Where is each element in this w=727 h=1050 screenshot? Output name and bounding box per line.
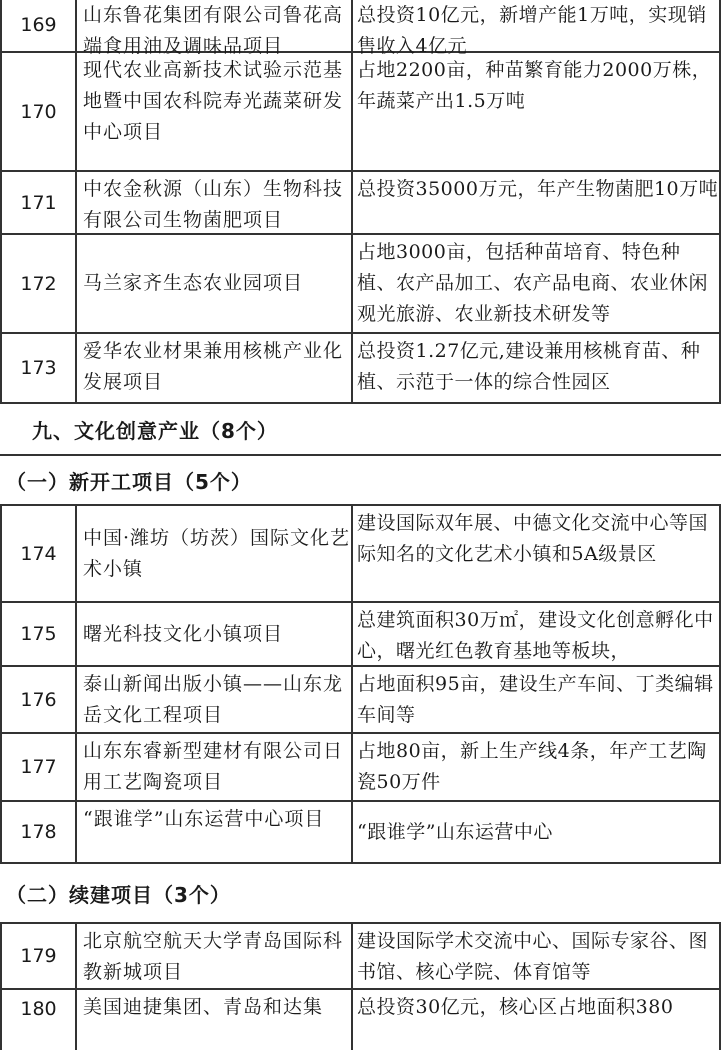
project-name: 美国迪捷集团、青岛和达集: [77, 990, 353, 1050]
project-name: 泰山新闻出版小镇——山东龙岳文化工程项目: [77, 667, 353, 732]
table-row: [0, 235, 721, 334]
table-row: [0, 802, 721, 864]
project-description: “跟谁学”山东运营中心: [353, 802, 721, 862]
project-description: 占地2200亩，种苗繁育能力2000万株，年蔬菜产出1.5万吨: [353, 53, 721, 170]
table-row: [0, 990, 721, 1050]
project-description: 占地3000亩，包括种苗培育、特色种植、农产品加工、农产品电商、农业休闲观光旅游、农业新技术研发等: [353, 235, 721, 332]
project-description: 总投资1.27亿元,建设兼用核桃育苗、种植、示范于一体的综合性园区: [353, 334, 721, 402]
row-number: 170: [0, 53, 77, 170]
subsection-heading: （一）新开工项目（5个）: [0, 456, 721, 506]
table-row: [0, 667, 721, 734]
table-row: [0, 334, 721, 404]
project-description: 总投资35000万元，年产生物菌肥10万吨: [353, 172, 721, 233]
project-name: 马兰家齐生态农业园项目: [77, 235, 353, 332]
table-row: [0, 0, 721, 57]
table-row: [0, 53, 721, 172]
table-row: [0, 924, 721, 990]
row-number: 176: [0, 667, 77, 732]
project-name: 曙光科技文化小镇项目: [77, 603, 353, 665]
subsection-heading: （二）续建项目（3个）: [0, 864, 721, 924]
project-name: 北京航空航天大学青岛国际科教新城项目: [77, 924, 353, 988]
project-name: 爱华农业材果兼用核桃产业化发展项目: [77, 334, 353, 402]
table-row: [0, 506, 721, 603]
row-number: 174: [0, 506, 77, 601]
row-number: 177: [0, 734, 77, 800]
project-description: 占地面积95亩，建设生产车间、丁类编辑车间等: [353, 667, 721, 732]
row-number: 180: [0, 990, 77, 1050]
project-description: 占地80亩，新上生产线4条，年产工艺陶瓷50万件: [353, 734, 721, 800]
row-number: 171: [0, 172, 77, 233]
project-description: 建设国际双年展、中德文化交流中心等国际知名的文化艺术小镇和5A级景区: [353, 506, 721, 601]
project-name: 中农金秋源（山东）生物科技有限公司生物菌肥项目: [77, 172, 353, 233]
project-name: 山东鲁花集团有限公司鲁花高端食用油及调味品项目: [77, 0, 353, 51]
project-name: 中国·潍坊（坊茨）国际文化艺术小镇: [77, 506, 353, 601]
project-name: “跟谁学”山东运营中心项目: [77, 802, 353, 862]
row-number: 169: [0, 0, 77, 51]
table-row: [0, 172, 721, 235]
project-description: 总投资10亿元，新增产能1万吨，实现销售收入4亿元: [353, 0, 721, 51]
project-name: 山东东睿新型建材有限公司日用工艺陶瓷项目: [77, 734, 353, 800]
project-description: 总建筑面积30万㎡，建设文化创意孵化中心，曙光红色教育基地等板块，: [353, 603, 721, 665]
row-number: 179: [0, 924, 77, 988]
table-row: [0, 603, 721, 667]
table-row: [0, 734, 721, 802]
row-number: 175: [0, 603, 77, 665]
project-name: 现代农业高新技术试验示范基地暨中国农科院寿光蔬菜研发中心项目: [77, 53, 353, 170]
project-description: 总投资30亿元，核心区占地面积380: [353, 990, 721, 1050]
row-number: 172: [0, 235, 77, 332]
section-heading: 九、文化创意产业（8个）: [0, 404, 721, 456]
project-description: 建设国际学术交流中心、国际专家谷、图书馆、核心学院、体育馆等: [353, 924, 721, 988]
row-number: 178: [0, 802, 77, 862]
row-number: 173: [0, 334, 77, 402]
